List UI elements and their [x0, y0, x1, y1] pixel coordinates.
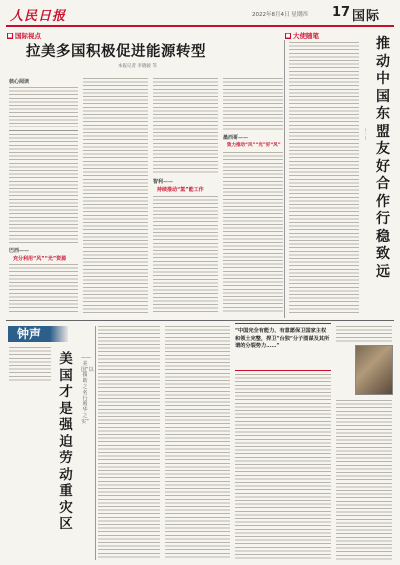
issue-date: 2022年8月4日 星期四 — [252, 12, 308, 18]
tag-label: 大使随笔 — [293, 32, 319, 40]
column-label-decoration — [50, 326, 68, 342]
article-text-column — [165, 326, 230, 560]
article-text-column — [336, 400, 392, 560]
sidebar-text — [9, 87, 78, 127]
subhead-chile: 智利—— — [153, 179, 174, 185]
tag-label: 国际视点 — [15, 32, 41, 40]
column-intro-text — [9, 347, 51, 383]
article-text-column — [223, 152, 283, 314]
sidebar-title: 核心阅读 — [9, 79, 30, 85]
article-byline: 本报记者 李晓骏 等 — [118, 64, 157, 69]
subhead-chile-detail: 持续推动“氢”能工作 — [157, 187, 204, 193]
section-tag-international — [7, 31, 41, 40]
ambassador-headline: 推动中国东盟友好合作行稳致远 — [376, 36, 390, 280]
quote-bottom-rule — [235, 370, 331, 371]
article-text-column — [289, 42, 359, 314]
ambassador-byline: — · — — [363, 128, 368, 140]
article-text-column — [83, 78, 148, 314]
page-number: 17 — [332, 5, 351, 20]
column-divider — [95, 326, 96, 560]
subhead-mexico: 墨西哥—— — [223, 135, 249, 141]
article-text-column — [223, 78, 283, 130]
author-photo — [355, 345, 393, 395]
article-text-column — [153, 78, 218, 174]
article-text-column — [336, 326, 392, 342]
bottom-headline: 美国才是强迫劳动重灾区 — [59, 351, 73, 532]
section-tag-ambassador — [285, 31, 319, 40]
section-name: 国际 — [352, 9, 381, 24]
article-text-column — [98, 326, 160, 560]
newspaper-logo: 人民日报 — [10, 9, 67, 24]
column-divider — [284, 40, 285, 318]
subhead-mexico-detail: 致力推动“风”“光”好“风” — [227, 143, 281, 148]
main-headline: 拉美多国积极促进能源转型 — [26, 43, 206, 60]
divider — [9, 130, 78, 131]
article-text-column — [153, 196, 218, 314]
masthead-rule — [6, 25, 394, 27]
square-bullet-icon: ■ — [7, 32, 13, 39]
subhead-brazil: 巴西—— — [9, 248, 30, 254]
subhead-brazil-detail: 充分利用“风”“光”资源 — [13, 256, 67, 262]
masthead — [6, 4, 394, 24]
article-text-column — [9, 264, 78, 314]
column-label-zhongsheng: 钟声 — [8, 326, 50, 342]
article-text-column — [235, 374, 331, 560]
square-bullet-icon: ■ — [285, 32, 291, 39]
bottom-subheadline: ——美国“以援助之名行遏华之实” — [81, 355, 94, 425]
section-divider — [6, 320, 394, 321]
article-text-column — [9, 134, 78, 244]
quote-top-rule — [235, 323, 331, 324]
pull-quote: “中国完全有能力、有意愿保卫国家主权和领土完整，捍卫“台独”分子图谋及其所谓的分裂势力……” — [235, 328, 330, 350]
